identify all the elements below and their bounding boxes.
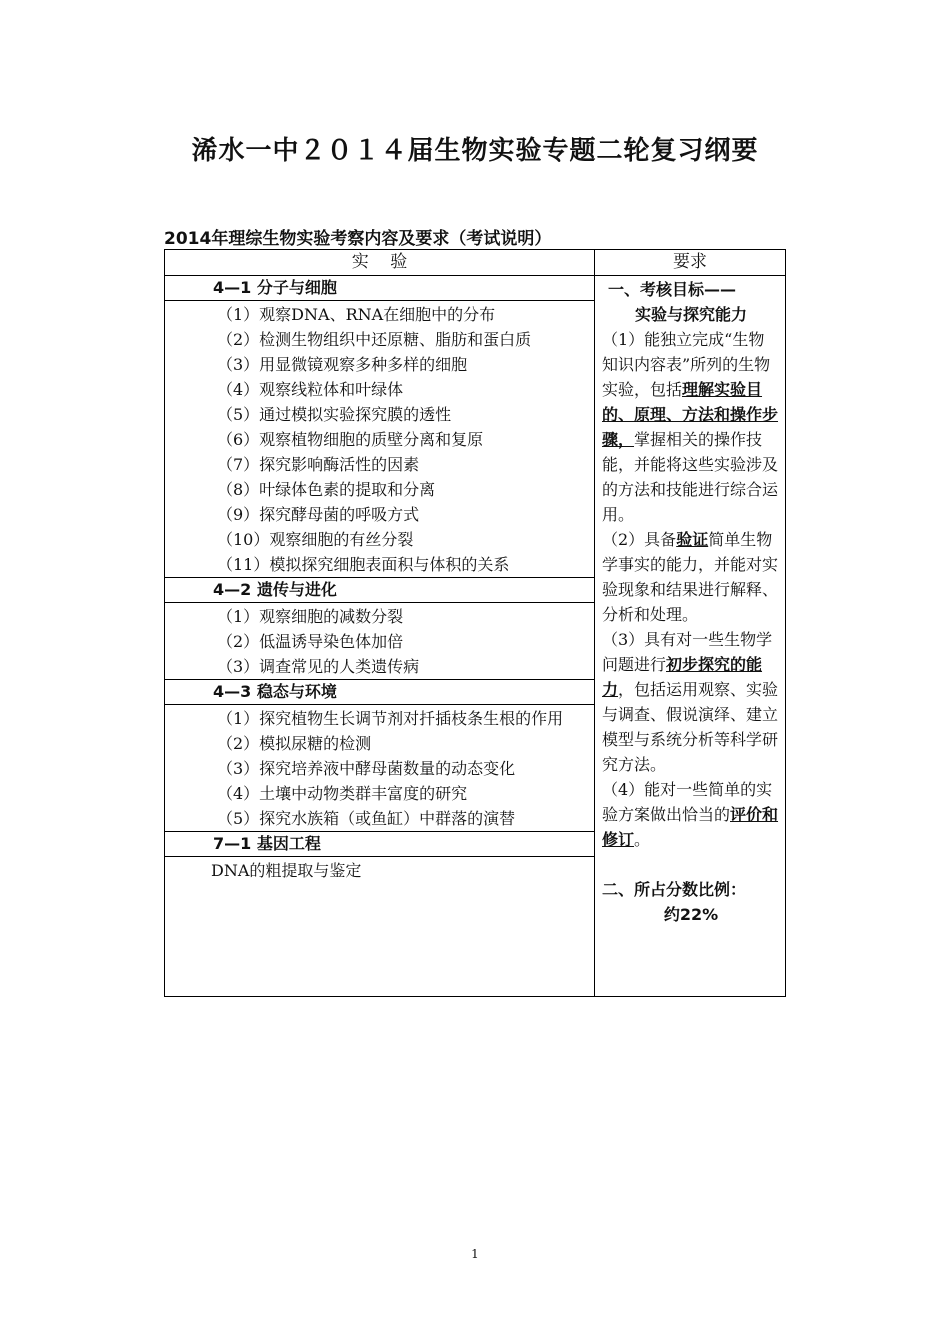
objective-subheading: 实验与探究能力	[634, 305, 747, 324]
experiment-item: DNA的粗提取与鉴定	[211, 861, 362, 880]
section-items	[165, 301, 594, 578]
underlined-key-text: 验证	[676, 530, 709, 549]
section-items	[165, 857, 594, 883]
experiment-item: （3）探究培养液中酵母菌数量的动态变化	[217, 759, 516, 778]
requirement-paragraph	[602, 327, 780, 527]
experiment-item: （5）通过模拟实验探究膜的透性	[217, 405, 452, 424]
experiment-item: （4）观察线粒体和叶绿体	[217, 380, 404, 399]
experiment-item: （3）用显微镜观察多种多样的细胞	[217, 355, 468, 374]
requirement-paragraph	[602, 527, 780, 627]
experiment-item: （1）观察DNA、RNA在细胞中的分布	[217, 305, 496, 324]
experiment-item: （3）调查常见的人类遗传病	[217, 657, 420, 676]
requirement-paragraph	[602, 777, 780, 852]
section-heading: 4—1 分子与细胞	[165, 276, 594, 301]
experiment-item: （9）探究酵母菌的呼吸方式	[217, 505, 420, 524]
underlined-key-text: 评价和修订	[602, 805, 779, 849]
paragraph-text: 简单生物学事实的能力，并能对实验现象和结果进行解释、分析和处理。	[602, 530, 779, 624]
experiment-item: （8）叶绿体色素的提取和分离	[217, 480, 436, 499]
section-heading: 4—2 遗传与进化	[165, 578, 594, 603]
paragraph-text: （4）能对一些简单的实验方案做出恰当的	[602, 780, 773, 824]
objective-heading: 一、考核目标——	[608, 280, 737, 299]
page-number: 1	[471, 1247, 479, 1261]
section-items	[165, 705, 594, 832]
section-heading: 4—3 稳态与环境	[165, 680, 594, 705]
spacer	[602, 852, 780, 877]
experiment-item: （10）观察细胞的有丝分裂	[217, 530, 414, 549]
requirement-text	[594, 276, 786, 927]
score-ratio-value: 约22%	[663, 905, 719, 924]
experiment-item: （6）观察植物细胞的质壁分离和复原	[217, 430, 484, 449]
section-items	[165, 603, 594, 680]
experiment-item: （11）模拟探究细胞表面积与体积的关系	[217, 555, 510, 574]
underlined-key-text: 初步探究的能力	[602, 655, 763, 699]
requirement-column	[594, 250, 786, 996]
experiment-item: （5）探究水族箱（或鱼缸）中群落的演替	[217, 809, 516, 828]
table-caption: 2014年理综生物实验考察内容及要求（考试说明）	[164, 229, 552, 249]
experiment-item: （7）探究影响酶活性的因素	[217, 455, 420, 474]
requirement-paragraph	[602, 627, 780, 777]
page-title: 浠水一中２０１４届生物实验专题二轮复习纲要	[191, 136, 759, 166]
requirements-table	[164, 249, 786, 997]
paragraph-text: 掌握相关的操作技能，并能将这些实验涉及的方法和技能进行综合运用。	[602, 430, 779, 524]
paragraph-text: （1）能独立完成“生物知识内容表”所列的生物实验，包括	[602, 330, 771, 399]
score-ratio-heading: 二、所占分数比例：	[602, 880, 747, 899]
experiment-item: （2）检测生物组织中还原糖、脂肪和蛋白质	[217, 330, 532, 349]
experiment-header: 实 验	[165, 250, 594, 276]
paragraph-text: 。	[634, 830, 651, 849]
requirement-header: 要求	[594, 250, 786, 276]
paragraph-text: （3）具有对一些生物学问题进行	[602, 630, 773, 674]
experiment-item: （1）探究植物生长调节剂对扦插枝条生根的作用	[217, 709, 564, 728]
experiment-item: （2）低温诱导染色体加倍	[217, 632, 404, 651]
experiment-item: （1）观察细胞的减数分裂	[217, 607, 404, 626]
paragraph-text: （2）具备	[602, 530, 677, 549]
underlined-key-text: 理解实验目的、原理、方法和操作步骤，	[602, 380, 779, 449]
experiment-item: （4）土壤中动物类群丰富度的研究	[217, 784, 468, 803]
experiment-column	[165, 250, 595, 996]
paragraph-text: ，包括运用观察、实验与调查、假说演绎、建立模型与系统分析等科学研究方法。	[602, 680, 779, 774]
experiment-item: （2）模拟尿糖的检测	[217, 734, 372, 753]
section-heading: 7—1 基因工程	[165, 832, 594, 857]
